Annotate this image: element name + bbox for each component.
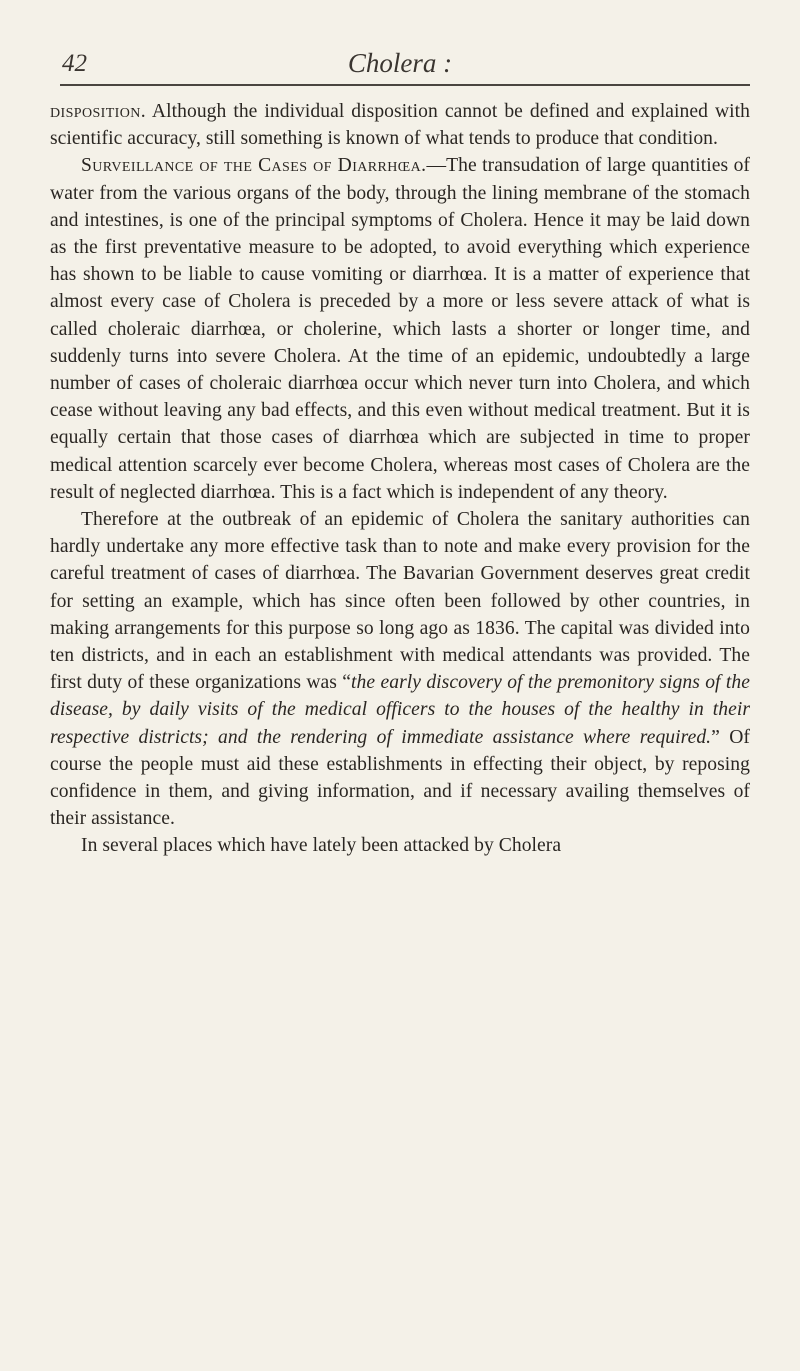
paragraph-surveillance [50, 152, 750, 506]
running-title: Cholera : [347, 48, 453, 78]
running-head [50, 42, 750, 90]
paragraph-disposition [50, 98, 750, 152]
section-heading: Surveillance of the Cases of Diarrhœa. [81, 155, 427, 177]
paragraph-therefore [50, 506, 750, 832]
paragraph-text: Therefore at the outbreak of an epidemic of Cholera the sanitary authorities can hardly undertake any more effective task than to note and make every provision for the careful treatment of cases of diarrhœa. The Bavarian Government deserves great credit for setting an example, which has since often been followed by other countries, in making arrangements for this purpose so long ago as 1836. The capital was divided into ten districts, and in each an establishment with medical attendants was provided. The first duty of these organizations was “ [50, 509, 750, 694]
italic-quote: the early discovery of the premonitory signs of the disease, by daily visits of the medical officers to the houses of the healthy in their respective districts; and the rendering of immediate assistance where required. [50, 672, 750, 748]
paragraph-text: Although the individual disposition cannot be defined and explained with scientific accuracy, still something is known of what tends to produce that condition. [50, 101, 750, 150]
header-rule [60, 84, 750, 86]
paragraph-text: In several places which have lately been attacked by Cholera [81, 835, 562, 857]
paragraph-several-places [50, 832, 750, 859]
page-number: 42 [62, 50, 87, 77]
paragraph-lead: disposition. [50, 101, 147, 122]
paragraph-text: ” Of course the people must aid these establishments in effecting their object, by reposing confidence in them, and giving information, and if necessary availing themselves of their assistance. [50, 726, 750, 830]
paragraph-text: —The transudation of large quantities of water from the various organs of the body, through the lining membrane of the stomach and intestines, is one of the principal symptoms of Cholera. Hence it may be laid down as the first preventative measure to be adopted, to avoid everything which experience has shown to be liable to cause vomiting or diarrhœa. It is a matter of experience that almost every case of Cholera is preceded by a more or less severe attack of what is called choleraic diarrhœa, or cholerine, which lasts a shorter or longer time, and suddenly turns into severe Cholera. At the time of an epidemic, undoubtedly a large number of cases of choleraic diarrhœa occur which never turn into Cholera, and which cease without leaving any bad effects, and this even without medical treatment. But it is equally certain that those cases of diarrhœa which are subjected in time to proper medical attention scarcely ever become Cholera, whereas most cases of Cholera are the result of neglected diarrhœa. This is a fact which is independent of any theory. [50, 155, 750, 503]
body-text [50, 98, 750, 860]
